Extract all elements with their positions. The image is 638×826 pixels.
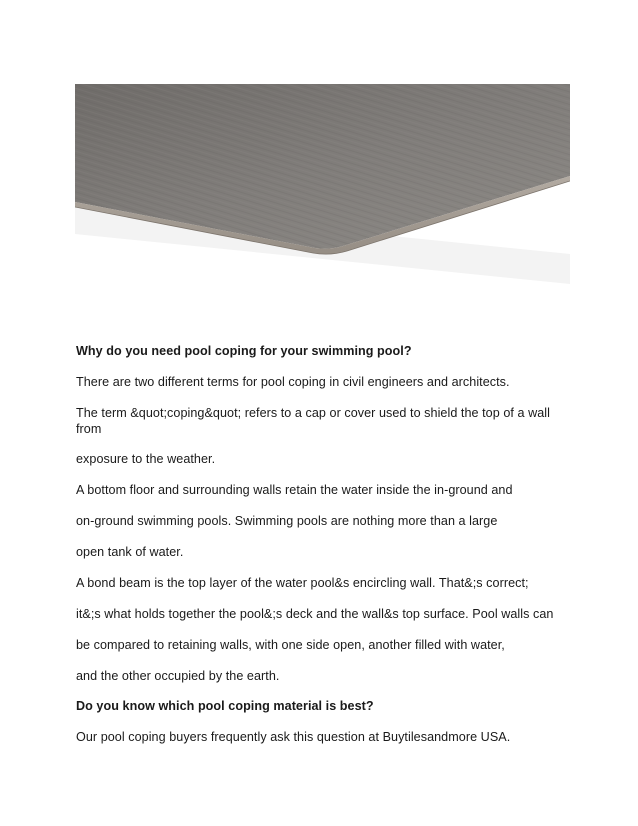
paragraph-line: A bond beam is the top layer of the water pool&s encircling wall. That&;s correct; [76,576,529,590]
heading-best-material: Do you know which pool coping material is best? [76,699,374,713]
paragraph-line: on-ground swimming pools. Swimming pools are nothing more than a large [76,514,498,528]
paragraph-line: Our pool coping buyers frequently ask this question at Buytilesandmore USA. [76,730,511,744]
paragraph-line: exposure to the weather. [76,452,216,466]
paragraph-line: open tank of water. [76,545,184,559]
coping-tile-illustration [75,84,570,294]
paragraph-line: from [76,422,102,436]
paragraph-line: it&;s what holds together the pool&;s deck and the wall&s top surface. Pool walls can [76,607,554,621]
paragraph-line: The term &quot;coping&quot; refers to a cap or cover used to shield the top of a wall [76,406,550,420]
paragraph-line: A bottom floor and surrounding walls retain the water inside the in-ground and [76,483,513,497]
coping-tile-image [75,84,570,294]
paragraph-line: be compared to retaining walls, with one side open, another filled with water, [76,638,505,652]
paragraph-line: and the other occupied by the earth. [76,669,280,683]
heading-why-coping: Why do you need pool coping for your swimming pool? [76,344,412,358]
paragraph-line: There are two different terms for pool coping in civil engineers and architects. [76,375,510,389]
